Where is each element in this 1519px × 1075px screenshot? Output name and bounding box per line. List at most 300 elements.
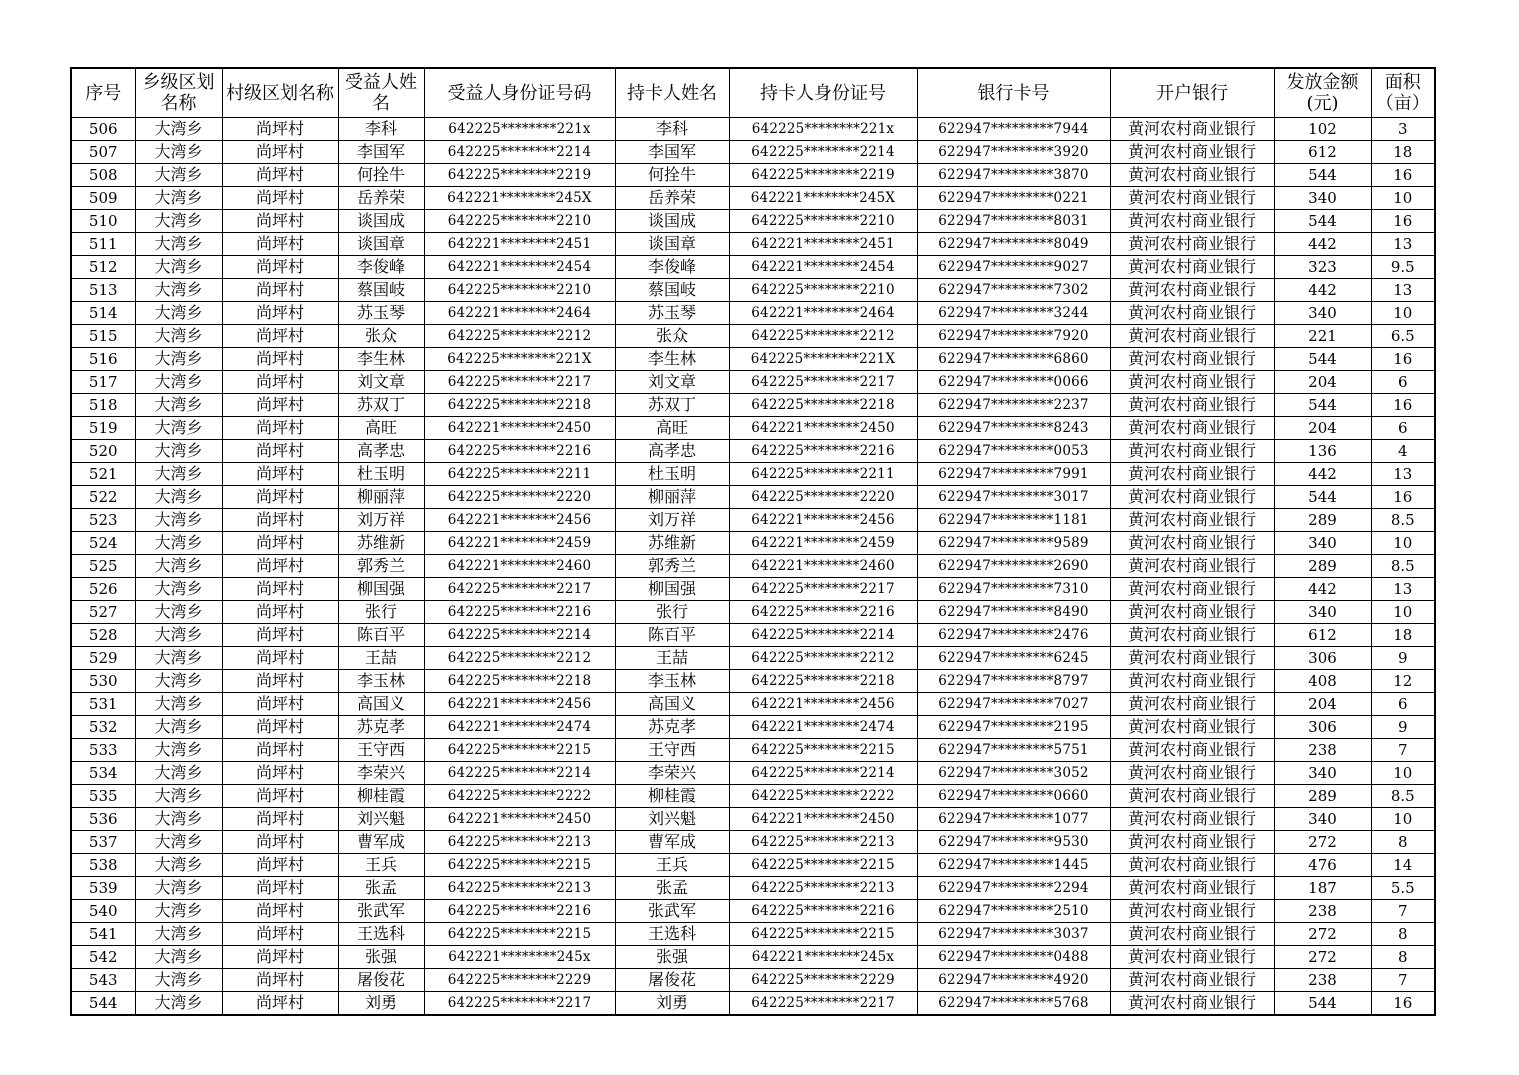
- table-row: [71, 716, 1435, 739]
- serial-cell: 541: [71, 923, 135, 946]
- bank-cell: 黄河农村商业银行: [1110, 394, 1274, 417]
- table-row: [71, 854, 1435, 877]
- area-cell: 13: [1371, 463, 1435, 486]
- cardholder-id-cell: 642225********2212: [729, 325, 917, 348]
- beneficiary-name-cell: 刘文章: [338, 371, 424, 394]
- township-cell: 大湾乡: [135, 946, 222, 969]
- beneficiary-name-cell: 张孟: [338, 877, 424, 900]
- cardholder-name-cell: 李国军: [615, 141, 729, 164]
- amount-cell: 340: [1274, 808, 1371, 831]
- area-cell: 8: [1371, 946, 1435, 969]
- table-row: [71, 164, 1435, 187]
- township-cell: 大湾乡: [135, 739, 222, 762]
- cardholder-name-cell: 陈百平: [615, 624, 729, 647]
- header-area: 面积（亩）: [1371, 68, 1435, 118]
- village-cell: 尚坪村: [222, 279, 338, 302]
- amount-cell: 544: [1274, 348, 1371, 371]
- amount-cell: 238: [1274, 739, 1371, 762]
- area-cell: 16: [1371, 210, 1435, 233]
- bank-card-cell: 622947*********1181: [917, 509, 1110, 532]
- serial-cell: 532: [71, 716, 135, 739]
- bank-cell: 黄河农村商业银行: [1110, 325, 1274, 348]
- cardholder-name-cell: 高国义: [615, 693, 729, 716]
- beneficiary-name-cell: 李玉林: [338, 670, 424, 693]
- amount-cell: 289: [1274, 509, 1371, 532]
- beneficiary-name-cell: 王喆: [338, 647, 424, 670]
- amount-cell: 102: [1274, 118, 1371, 141]
- area-cell: 16: [1371, 394, 1435, 417]
- village-cell: 尚坪村: [222, 555, 338, 578]
- village-cell: 尚坪村: [222, 601, 338, 624]
- amount-cell: 340: [1274, 532, 1371, 555]
- beneficiary-name-cell: 蔡国岐: [338, 279, 424, 302]
- amount-cell: 340: [1274, 762, 1371, 785]
- amount-cell: 272: [1274, 831, 1371, 854]
- cardholder-name-cell: 李科: [615, 118, 729, 141]
- village-cell: 尚坪村: [222, 808, 338, 831]
- table-row: [71, 578, 1435, 601]
- township-cell: 大湾乡: [135, 877, 222, 900]
- beneficiary-name-cell: 李国军: [338, 141, 424, 164]
- bank-cell: 黄河农村商业银行: [1110, 808, 1274, 831]
- area-cell: 8.5: [1371, 785, 1435, 808]
- bank-card-cell: 622947*********7991: [917, 463, 1110, 486]
- township-cell: 大湾乡: [135, 670, 222, 693]
- cardholder-id-cell: 642225********2229: [729, 969, 917, 992]
- amount-cell: 612: [1274, 624, 1371, 647]
- area-cell: 18: [1371, 624, 1435, 647]
- village-cell: 尚坪村: [222, 302, 338, 325]
- cardholder-name-cell: 屠俊花: [615, 969, 729, 992]
- cardholder-name-cell: 李俊峰: [615, 256, 729, 279]
- cardholder-name-cell: 柳国强: [615, 578, 729, 601]
- cardholder-id-cell: 642225********2218: [729, 394, 917, 417]
- table-row: [71, 532, 1435, 555]
- cardholder-id-cell: 642221********2451: [729, 233, 917, 256]
- serial-cell: 524: [71, 532, 135, 555]
- bank-cell: 黄河农村商业银行: [1110, 969, 1274, 992]
- village-cell: 尚坪村: [222, 417, 338, 440]
- cardholder-name-cell: 张行: [615, 601, 729, 624]
- cardholder-name-cell: 高孝忠: [615, 440, 729, 463]
- serial-cell: 516: [71, 348, 135, 371]
- beneficiary-id-cell: 642221********2450: [424, 808, 615, 831]
- bank-cell: 黄河农村商业银行: [1110, 256, 1274, 279]
- area-cell: 6.5: [1371, 325, 1435, 348]
- header-cardholder-name: 持卡人姓名: [615, 68, 729, 118]
- area-cell: 9: [1371, 647, 1435, 670]
- cardholder-id-cell: 642225********2216: [729, 440, 917, 463]
- table-row: [71, 302, 1435, 325]
- bank-cell: 黄河农村商业银行: [1110, 509, 1274, 532]
- area-cell: 13: [1371, 233, 1435, 256]
- amount-cell: 408: [1274, 670, 1371, 693]
- amount-cell: 238: [1274, 900, 1371, 923]
- bank-cell: 黄河农村商业银行: [1110, 210, 1274, 233]
- bank-cell: 黄河农村商业银行: [1110, 923, 1274, 946]
- area-cell: 10: [1371, 532, 1435, 555]
- bank-card-cell: 622947*********8490: [917, 601, 1110, 624]
- header-bank: 开户银行: [1110, 68, 1274, 118]
- beneficiary-name-cell: 高国义: [338, 693, 424, 716]
- cardholder-name-cell: 王守西: [615, 739, 729, 762]
- township-cell: 大湾乡: [135, 509, 222, 532]
- cardholder-name-cell: 蔡国岐: [615, 279, 729, 302]
- area-cell: 3: [1371, 118, 1435, 141]
- cardholder-id-cell: 642221********2450: [729, 808, 917, 831]
- serial-cell: 518: [71, 394, 135, 417]
- township-cell: 大湾乡: [135, 923, 222, 946]
- cardholder-name-cell: 苏双丁: [615, 394, 729, 417]
- serial-cell: 507: [71, 141, 135, 164]
- cardholder-name-cell: 李荣兴: [615, 762, 729, 785]
- bank-cell: 黄河农村商业银行: [1110, 118, 1274, 141]
- cardholder-id-cell: 642225********2210: [729, 279, 917, 302]
- township-cell: 大湾乡: [135, 486, 222, 509]
- township-cell: 大湾乡: [135, 325, 222, 348]
- cardholder-id-cell: 642225********2215: [729, 923, 917, 946]
- bank-cell: 黄河农村商业银行: [1110, 463, 1274, 486]
- serial-cell: 534: [71, 762, 135, 785]
- area-cell: 13: [1371, 578, 1435, 601]
- header-township: 乡级区划名称: [135, 68, 222, 118]
- beneficiary-id-cell: 642225********2211: [424, 463, 615, 486]
- bank-cell: 黄河农村商业银行: [1110, 946, 1274, 969]
- bank-cell: 黄河农村商业银行: [1110, 279, 1274, 302]
- beneficiary-id-cell: 642225********2215: [424, 923, 615, 946]
- cardholder-id-cell: 642221********2456: [729, 509, 917, 532]
- area-cell: 6: [1371, 371, 1435, 394]
- township-cell: 大湾乡: [135, 348, 222, 371]
- beneficiary-name-cell: 张武军: [338, 900, 424, 923]
- amount-cell: 272: [1274, 923, 1371, 946]
- header-beneficiary-id: 受益人身份证号码: [424, 68, 615, 118]
- beneficiary-name-cell: 王守西: [338, 739, 424, 762]
- bank-card-cell: 622947*********1445: [917, 854, 1110, 877]
- cardholder-name-cell: 刘勇: [615, 992, 729, 1016]
- township-cell: 大湾乡: [135, 279, 222, 302]
- area-cell: 10: [1371, 808, 1435, 831]
- cardholder-id-cell: 642221********2464: [729, 302, 917, 325]
- area-cell: 16: [1371, 164, 1435, 187]
- bank-cell: 黄河农村商业银行: [1110, 532, 1274, 555]
- cardholder-id-cell: 642225********2218: [729, 670, 917, 693]
- table-row: [71, 325, 1435, 348]
- beneficiary-name-cell: 王兵: [338, 854, 424, 877]
- serial-cell: 535: [71, 785, 135, 808]
- beneficiary-id-cell: 642225********2219: [424, 164, 615, 187]
- bank-cell: 黄河农村商业银行: [1110, 555, 1274, 578]
- serial-cell: 536: [71, 808, 135, 831]
- beneficiary-name-cell: 苏维新: [338, 532, 424, 555]
- area-cell: 6: [1371, 693, 1435, 716]
- beneficiary-id-cell: 642225********2214: [424, 762, 615, 785]
- township-cell: 大湾乡: [135, 578, 222, 601]
- bank-card-cell: 622947*********3870: [917, 164, 1110, 187]
- table-row: [71, 969, 1435, 992]
- cardholder-id-cell: 642225********2216: [729, 601, 917, 624]
- amount-cell: 238: [1274, 969, 1371, 992]
- bank-card-cell: 622947*********7302: [917, 279, 1110, 302]
- header-cardholder-id: 持卡人身份证号: [729, 68, 917, 118]
- serial-cell: 521: [71, 463, 135, 486]
- table-row: [71, 693, 1435, 716]
- header-amount: 发放金额(元): [1274, 68, 1371, 118]
- area-cell: 6: [1371, 417, 1435, 440]
- cardholder-id-cell: 642225********2214: [729, 762, 917, 785]
- beneficiary-name-cell: 张强: [338, 946, 424, 969]
- serial-cell: 508: [71, 164, 135, 187]
- table-row: [71, 417, 1435, 440]
- bank-card-cell: 622947*********9027: [917, 256, 1110, 279]
- bank-card-cell: 622947*********8031: [917, 210, 1110, 233]
- area-cell: 12: [1371, 670, 1435, 693]
- township-cell: 大湾乡: [135, 785, 222, 808]
- township-cell: 大湾乡: [135, 371, 222, 394]
- bank-card-cell: 622947*********0221: [917, 187, 1110, 210]
- cardholder-name-cell: 刘文章: [615, 371, 729, 394]
- header-village: 村级区划名称: [222, 68, 338, 118]
- cardholder-name-cell: 王喆: [615, 647, 729, 670]
- village-cell: 尚坪村: [222, 463, 338, 486]
- village-cell: 尚坪村: [222, 785, 338, 808]
- bank-cell: 黄河农村商业银行: [1110, 440, 1274, 463]
- table-row: [71, 877, 1435, 900]
- bank-card-cell: 622947*********6245: [917, 647, 1110, 670]
- table-body: [71, 118, 1435, 1016]
- table-row: [71, 785, 1435, 808]
- township-cell: 大湾乡: [135, 532, 222, 555]
- beneficiary-id-cell: 642225********2229: [424, 969, 615, 992]
- amount-cell: 442: [1274, 279, 1371, 302]
- beneficiary-name-cell: 郭秀兰: [338, 555, 424, 578]
- header-bank-card: 银行卡号: [917, 68, 1110, 118]
- bank-cell: 黄河农村商业银行: [1110, 302, 1274, 325]
- bank-cell: 黄河农村商业银行: [1110, 992, 1274, 1016]
- bank-card-cell: 622947*********6860: [917, 348, 1110, 371]
- township-cell: 大湾乡: [135, 440, 222, 463]
- village-cell: 尚坪村: [222, 486, 338, 509]
- serial-cell: 537: [71, 831, 135, 854]
- cardholder-id-cell: 642221********2460: [729, 555, 917, 578]
- serial-cell: 529: [71, 647, 135, 670]
- cardholder-name-cell: 刘兴魁: [615, 808, 729, 831]
- beneficiary-name-cell: 王选科: [338, 923, 424, 946]
- cardholder-name-cell: 岳养荣: [615, 187, 729, 210]
- township-cell: 大湾乡: [135, 394, 222, 417]
- township-cell: 大湾乡: [135, 831, 222, 854]
- area-cell: 10: [1371, 601, 1435, 624]
- cardholder-id-cell: 642221********245X: [729, 187, 917, 210]
- cardholder-id-cell: 642221********2454: [729, 256, 917, 279]
- table-row: [71, 647, 1435, 670]
- beneficiary-id-cell: 642225********2210: [424, 210, 615, 233]
- bank-card-cell: 622947*********8243: [917, 417, 1110, 440]
- village-cell: 尚坪村: [222, 141, 338, 164]
- village-cell: 尚坪村: [222, 900, 338, 923]
- cardholder-id-cell: 642225********2213: [729, 831, 917, 854]
- bank-cell: 黄河农村商业银行: [1110, 854, 1274, 877]
- amount-cell: 442: [1274, 578, 1371, 601]
- cardholder-name-cell: 柳桂霞: [615, 785, 729, 808]
- beneficiary-id-cell: 642225********2217: [424, 578, 615, 601]
- village-cell: 尚坪村: [222, 210, 338, 233]
- bank-cell: 黄河农村商业银行: [1110, 716, 1274, 739]
- serial-cell: 527: [71, 601, 135, 624]
- beneficiary-id-cell: 642225********2213: [424, 831, 615, 854]
- bank-card-cell: 622947*********0488: [917, 946, 1110, 969]
- amount-cell: 204: [1274, 693, 1371, 716]
- cardholder-id-cell: 642225********2215: [729, 854, 917, 877]
- cardholder-id-cell: 642225********2214: [729, 141, 917, 164]
- beneficiary-name-cell: 谈国成: [338, 210, 424, 233]
- village-cell: 尚坪村: [222, 762, 338, 785]
- beneficiary-name-cell: 刘万祥: [338, 509, 424, 532]
- serial-cell: 506: [71, 118, 135, 141]
- beneficiary-id-cell: 642221********2454: [424, 256, 615, 279]
- amount-cell: 442: [1274, 463, 1371, 486]
- amount-cell: 204: [1274, 417, 1371, 440]
- cardholder-name-cell: 张众: [615, 325, 729, 348]
- bank-cell: 黄河农村商业银行: [1110, 348, 1274, 371]
- beneficiary-id-cell: 642225********2217: [424, 992, 615, 1016]
- beneficiary-name-cell: 柳国强: [338, 578, 424, 601]
- table-row: [71, 233, 1435, 256]
- bank-card-cell: 622947*********5768: [917, 992, 1110, 1016]
- cardholder-name-cell: 谈国章: [615, 233, 729, 256]
- cardholder-name-cell: 李玉林: [615, 670, 729, 693]
- bank-card-cell: 622947*********5751: [917, 739, 1110, 762]
- bank-cell: 黄河农村商业银行: [1110, 624, 1274, 647]
- township-cell: 大湾乡: [135, 647, 222, 670]
- cardholder-name-cell: 柳丽萍: [615, 486, 729, 509]
- village-cell: 尚坪村: [222, 532, 338, 555]
- village-cell: 尚坪村: [222, 394, 338, 417]
- area-cell: 9.5: [1371, 256, 1435, 279]
- serial-cell: 525: [71, 555, 135, 578]
- beneficiary-name-cell: 谈国章: [338, 233, 424, 256]
- table-row: [71, 509, 1435, 532]
- beneficiary-id-cell: 642225********2218: [424, 394, 615, 417]
- beneficiary-id-cell: 642225********2216: [424, 601, 615, 624]
- cardholder-id-cell: 642221********2459: [729, 532, 917, 555]
- beneficiary-id-cell: 642221********245X: [424, 187, 615, 210]
- village-cell: 尚坪村: [222, 969, 338, 992]
- table-row: [71, 187, 1435, 210]
- amount-cell: 544: [1274, 164, 1371, 187]
- serial-cell: 526: [71, 578, 135, 601]
- bank-card-cell: 622947*********3052: [917, 762, 1110, 785]
- cardholder-name-cell: 张强: [615, 946, 729, 969]
- table-row: [71, 900, 1435, 923]
- bank-card-cell: 622947*********7944: [917, 118, 1110, 141]
- beneficiary-name-cell: 张行: [338, 601, 424, 624]
- amount-cell: 544: [1274, 486, 1371, 509]
- beneficiary-id-cell: 642221********2456: [424, 693, 615, 716]
- village-cell: 尚坪村: [222, 348, 338, 371]
- beneficiary-id-cell: 642225********2215: [424, 739, 615, 762]
- beneficiary-name-cell: 刘勇: [338, 992, 424, 1016]
- beneficiary-id-cell: 642221********2451: [424, 233, 615, 256]
- bank-card-cell: 622947*********2510: [917, 900, 1110, 923]
- cardholder-id-cell: 642225********221X: [729, 348, 917, 371]
- bank-card-cell: 622947*********8049: [917, 233, 1110, 256]
- village-cell: 尚坪村: [222, 256, 338, 279]
- serial-cell: 530: [71, 670, 135, 693]
- bank-cell: 黄河农村商业银行: [1110, 164, 1274, 187]
- beneficiary-id-cell: 642225********2217: [424, 371, 615, 394]
- serial-cell: 515: [71, 325, 135, 348]
- cardholder-id-cell: 642225********2220: [729, 486, 917, 509]
- beneficiary-id-cell: 642225********2216: [424, 900, 615, 923]
- serial-cell: 514: [71, 302, 135, 325]
- beneficiary-id-cell: 642225********221X: [424, 348, 615, 371]
- beneficiary-id-cell: 642225********2216: [424, 440, 615, 463]
- area-cell: 7: [1371, 969, 1435, 992]
- village-cell: 尚坪村: [222, 440, 338, 463]
- area-cell: 16: [1371, 348, 1435, 371]
- village-cell: 尚坪村: [222, 371, 338, 394]
- beneficiary-id-cell: 642225********2214: [424, 624, 615, 647]
- cardholder-name-cell: 曹军成: [615, 831, 729, 854]
- amount-cell: 221: [1274, 325, 1371, 348]
- bank-card-cell: 622947*********1077: [917, 808, 1110, 831]
- area-cell: 10: [1371, 762, 1435, 785]
- village-cell: 尚坪村: [222, 509, 338, 532]
- serial-cell: 519: [71, 417, 135, 440]
- bank-card-cell: 622947*********3920: [917, 141, 1110, 164]
- beneficiary-id-cell: 642225********2214: [424, 141, 615, 164]
- bank-cell: 黄河农村商业银行: [1110, 233, 1274, 256]
- township-cell: 大湾乡: [135, 900, 222, 923]
- serial-cell: 528: [71, 624, 135, 647]
- village-cell: 尚坪村: [222, 716, 338, 739]
- beneficiary-name-cell: 李荣兴: [338, 762, 424, 785]
- township-cell: 大湾乡: [135, 808, 222, 831]
- area-cell: 7: [1371, 900, 1435, 923]
- cardholder-name-cell: 杜玉明: [615, 463, 729, 486]
- area-cell: 4: [1371, 440, 1435, 463]
- amount-cell: 544: [1274, 394, 1371, 417]
- serial-cell: 523: [71, 509, 135, 532]
- bank-card-cell: 622947*********4920: [917, 969, 1110, 992]
- bank-card-cell: 622947*********3017: [917, 486, 1110, 509]
- amount-cell: 442: [1274, 233, 1371, 256]
- table-row: [71, 440, 1435, 463]
- cardholder-name-cell: 高旺: [615, 417, 729, 440]
- beneficiary-name-cell: 高旺: [338, 417, 424, 440]
- bank-card-cell: 622947*********8797: [917, 670, 1110, 693]
- table-row: [71, 256, 1435, 279]
- area-cell: 13: [1371, 279, 1435, 302]
- beneficiary-name-cell: 曹军成: [338, 831, 424, 854]
- table-row: [71, 463, 1435, 486]
- table-row: [71, 831, 1435, 854]
- table-row: [71, 394, 1435, 417]
- table-row: [71, 210, 1435, 233]
- cardholder-id-cell: 642225********2213: [729, 877, 917, 900]
- beneficiary-id-cell: 642225********2212: [424, 647, 615, 670]
- village-cell: 尚坪村: [222, 624, 338, 647]
- bank-card-cell: 622947*********2476: [917, 624, 1110, 647]
- village-cell: 尚坪村: [222, 877, 338, 900]
- township-cell: 大湾乡: [135, 417, 222, 440]
- township-cell: 大湾乡: [135, 992, 222, 1016]
- table-row: [71, 348, 1435, 371]
- amount-cell: 340: [1274, 187, 1371, 210]
- village-cell: 尚坪村: [222, 164, 338, 187]
- serial-cell: 540: [71, 900, 135, 923]
